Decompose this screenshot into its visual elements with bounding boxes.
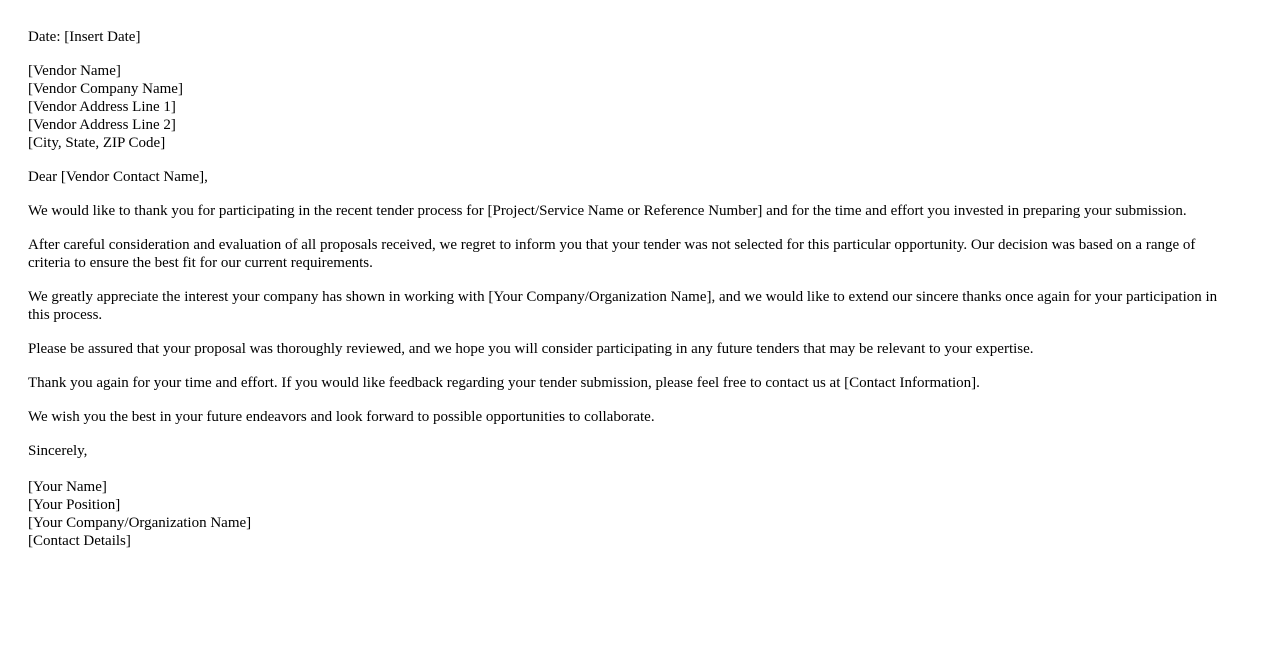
- closing: Sincerely,: [28, 443, 88, 459]
- body-paragraph: Please be assured that your proposal was thoroughly reviewed, and we hope you will consider participating in any future tenders that may be relevant to your expertise.: [28, 341, 1034, 357]
- salutation: Dear [Vendor Contact Name],: [28, 169, 208, 185]
- letter-document: [28, 28, 1228, 550]
- recipient-address-line-1: [Vendor Address Line 1]: [28, 99, 176, 115]
- recipient-address-line-2: [Vendor Address Line 2]: [28, 117, 176, 133]
- body-paragraph: We would like to thank you for participating in the recent tender process for [Project/Service Name or Reference Number] and for the time and effort you invested in preparing your submission.: [28, 203, 1187, 219]
- body-paragraph: Thank you again for your time and effort. If you would like feedback regarding your tender submission, please feel free to contact us at [Contact Information].: [28, 375, 980, 391]
- letter-date: Date: [Insert Date]: [28, 29, 141, 45]
- signature-name: [Your Name]: [28, 479, 107, 495]
- signature-block: [28, 478, 1228, 550]
- signature-position: [Your Position]: [28, 497, 121, 513]
- recipient-city-state-zip: [City, State, ZIP Code]: [28, 135, 166, 151]
- recipient-company: [Vendor Company Name]: [28, 81, 183, 97]
- signature-contact-details: [Contact Details]: [28, 533, 131, 549]
- body-paragraph: We wish you the best in your future endeavors and look forward to possible opportunities to collaborate.: [28, 409, 655, 425]
- body-paragraph: We greatly appreciate the interest your company has shown in working with [Your Company/Organization Name], and we would like to extend our sincere thanks once again for your participation in this process.: [28, 289, 1218, 323]
- recipient-name: [Vendor Name]: [28, 63, 121, 79]
- body-paragraph: After careful consideration and evaluation of all proposals received, we regret to inform you that your tender was not selected for this particular opportunity. Our decision was based on a range of criteria to ensure the best fit for our current requirements.: [28, 237, 1196, 271]
- signature-organization: [Your Company/Organization Name]: [28, 515, 252, 531]
- recipient-address-block: [28, 62, 1228, 152]
